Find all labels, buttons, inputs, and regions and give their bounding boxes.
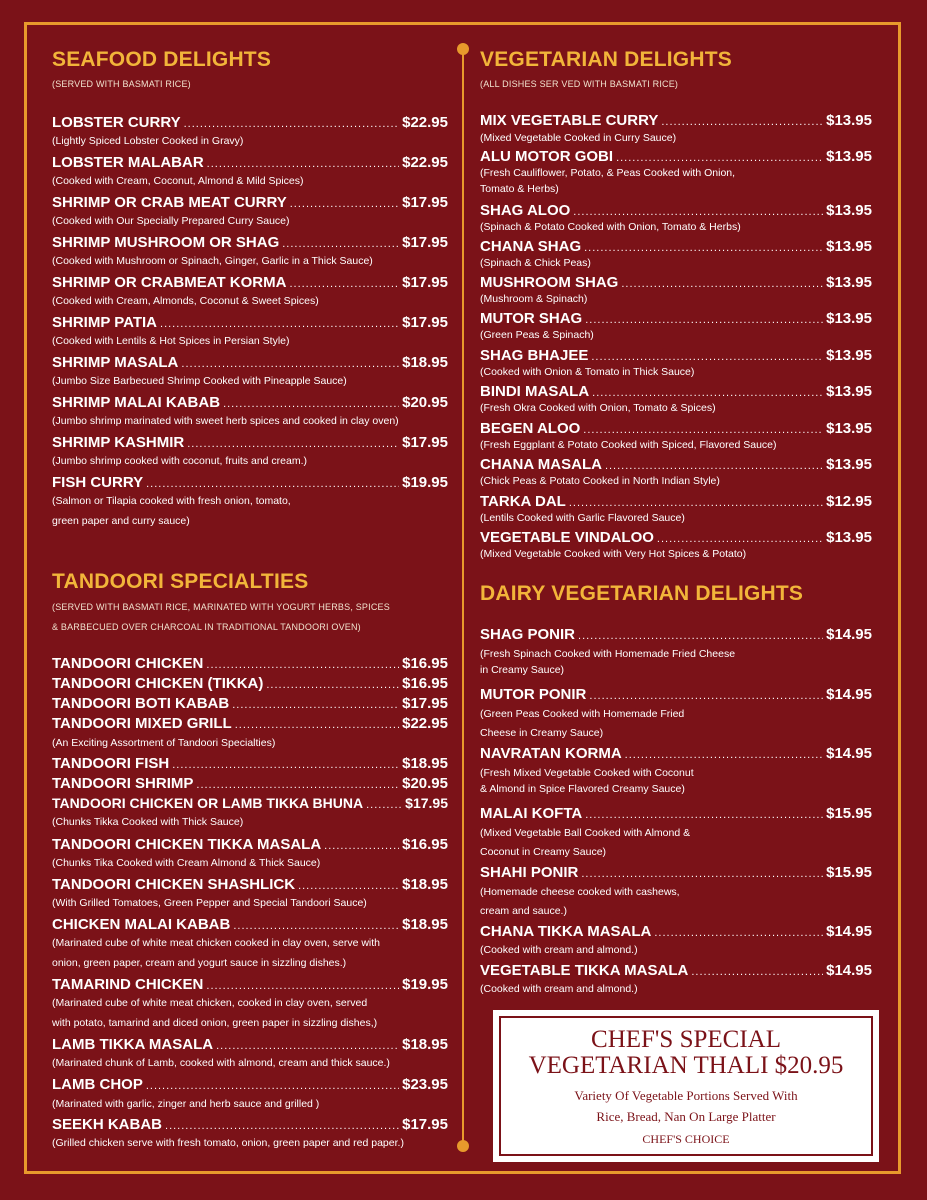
dot-leader [233,920,399,932]
dot-leader [621,278,823,290]
dot-leader [207,158,399,170]
item-name: BEGEN ALOO [480,420,581,437]
item-price: $14.95 [826,962,872,979]
item-price: $17.95 [402,194,448,211]
menu-item-line [52,314,448,331]
item-description: (Mixed Vegetable Cooked in Curry Sauce) [480,132,677,144]
item-description: (Fresh Spinach Cooked with Homemade Fried Cheese [480,648,736,660]
dot-leader [196,779,399,791]
item-name: TANDOORI CHICKEN (TIKKA) [52,675,264,692]
menu-item-line [52,154,448,171]
menu-item-line [52,755,448,772]
menu-item-line [480,456,872,473]
item-name: TANDOORI BOTI KABAB [52,695,230,712]
item-name: TARKA DAL [480,493,566,510]
item-price: $16.95 [402,836,448,853]
item-name: SHRIMP PATIA [52,314,158,331]
item-price: $17.95 [402,434,448,451]
dot-leader [146,1080,399,1092]
menu-item-line [52,354,448,371]
item-name: FISH CURRY [52,474,144,491]
item-name: SHRIMP OR CRAB MEAT CURRY [52,194,287,211]
dot-leader [585,314,823,326]
item-price: $22.95 [402,114,448,131]
item-name: CHANA MASALA [480,456,602,473]
item-price: $23.95 [402,1076,448,1093]
tandoori-title: TANDOORI SPECIALTIES [52,570,309,593]
menu-item-line [480,529,872,546]
item-name: SHAHI PONIR [480,864,579,881]
menu-item-line [480,148,872,165]
seafood-title: SEAFOOD DELIGHTS [52,48,272,71]
item-price: $17.95 [402,314,448,331]
dot-leader [187,438,399,450]
item-price: $17.95 [402,695,448,712]
dot-leader [206,659,399,671]
item-description: Tomato & Herbs) [480,183,559,195]
dot-leader [605,460,823,472]
item-name: MALAI KOFTA [480,805,583,822]
item-description: (Cooked with Lentils & Hot Spices in Persian Style) [52,335,290,347]
menu-item-line [480,238,872,255]
item-description: Coconut in Creamy Sauce) [480,846,607,858]
menu-item-line [480,310,872,327]
item-price: $13.95 [826,529,872,546]
chefs-special-box [493,1010,879,1162]
dot-leader [366,799,402,811]
item-price: $18.95 [402,916,448,933]
dot-leader [583,424,823,436]
divider-top-dot [457,43,469,55]
item-name: VEGETABLE TIKKA MASALA [480,962,689,979]
menu-item-line [52,675,448,692]
item-name: LOBSTER CURRY [52,114,181,131]
menu-item-line [52,976,448,993]
dot-leader [581,868,823,880]
dot-leader [160,318,399,330]
item-description: (Cooked with Onion & Tomato in Thick Sauce) [480,366,695,378]
menu-item-line [480,347,872,364]
item-description: (Grilled chicken serve with fresh tomato, onion, green paper and red paper.) [52,1137,404,1149]
dot-leader [206,980,399,992]
item-description: with potato, tamarind and diced onion, green paper in sizzling dishes,) [52,1017,378,1029]
item-price: $15.95 [826,864,872,881]
dot-leader [584,242,823,254]
item-description: (Fresh Mixed Vegetable Cooked with Coconut [480,767,694,779]
item-description: (Chick Peas & Potato Cooked in North Indian Style) [480,475,720,487]
item-name: TAMARIND CHICKEN [52,976,204,993]
item-price: $22.95 [402,154,448,171]
menu-item-line [52,1036,448,1053]
menu-item-line [52,434,448,451]
item-description: (Jumbo shrimp marinated with sweet herb spices and cooked in clay oven) [52,415,399,427]
dot-leader [578,630,823,642]
item-name: TANDOORI CHICKEN TIKKA MASALA [52,836,322,853]
item-price: $22.95 [402,715,448,732]
item-description: (Fresh Cauliflower, Potato, & Peas Cooked with Onion, [480,167,736,179]
item-price: $15.95 [826,805,872,822]
menu-item-line [52,274,448,291]
item-price: $13.95 [826,347,872,364]
menu-item-line [52,876,448,893]
dot-leader [573,206,823,218]
item-name: MUTOR PONIR [480,686,587,703]
dot-leader [223,398,399,410]
chefs-special-line2: VEGETARIAN THALI $20.95 [528,1052,844,1079]
item-name: SHAG PONIR [480,626,576,643]
item-name: SHRIMP MASALA [52,354,179,371]
tandoori-subtitle-line1: (SERVED WITH BASMATI RICE, MARINATED WITH YOGURT HERBS, SPICES [52,602,390,612]
menu-item-line [52,836,448,853]
item-description: (Chunks Tikka Cooked with Thick Sauce) [52,816,244,828]
item-price: $12.95 [826,493,872,510]
dot-leader [661,116,823,128]
item-description: Cheese in Creamy Sauce) [480,727,604,739]
item-name: SEEKH KABAB [52,1116,163,1133]
item-price: $13.95 [826,420,872,437]
item-name: LAMB TIKKA MASALA [52,1036,214,1053]
item-name: ALU MOTOR GOBI [480,148,614,165]
menu-item-line [52,695,448,712]
menu-item-line [480,202,872,219]
item-description: (Mushroom & Spinach) [480,293,588,305]
item-description: (Cooked with Mushroom or Spinach, Ginger, Garlic in a Thick Sauce) [52,255,373,267]
item-description: green paper and curry sauce) [52,515,190,527]
dot-leader [216,1040,399,1052]
dot-leader [657,533,823,545]
item-name: TANDOORI MIXED GRILL [52,715,232,732]
item-price: $17.95 [402,234,448,251]
item-description: (Spinach & Chick Peas) [480,257,591,269]
item-price: $13.95 [826,383,872,400]
menu-item-line [52,775,448,792]
item-name: CHANA TIKKA MASALA [480,923,652,940]
menu-item-line [480,805,872,822]
item-price: $17.95 [402,1116,448,1133]
item-name: MIX VEGETABLE CURRY [480,112,659,129]
dot-leader [172,759,399,771]
item-price: $19.95 [402,976,448,993]
item-name: SHRIMP MUSHROOM OR SHAG [52,234,280,251]
item-description: (Fresh Okra Cooked with Onion, Tomato & Spices) [480,402,716,414]
item-description: (Spinach & Potato Cooked with Onion, Tomato & Herbs) [480,221,741,233]
item-description: (Marinated with garlic, zinger and herb sauce and grilled ) [52,1098,320,1110]
chefs-special-desc1: Variety Of Vegetable Portions Served With [574,1088,798,1103]
item-description: (Jumbo Size Barbecued Shrimp Cooked with Pineapple Sauce) [52,375,347,387]
dot-leader [691,966,823,978]
item-name: TANDOORI CHICKEN OR LAMB TIKKA BHUNA [52,795,364,811]
menu-item-line [480,383,872,400]
item-price: $19.95 [402,474,448,491]
dairy-title: DAIRY VEGETARIAN DELIGHTS [480,582,804,605]
item-price: $14.95 [826,626,872,643]
item-name: LAMB CHOP [52,1076,143,1093]
item-name: MUTOR SHAG [480,310,583,327]
item-description: (An Exciting Assortment of Tandoori Specialties) [52,737,276,749]
column-divider [462,48,464,1144]
item-name: SHRIMP MALAI KABAB [52,394,221,411]
item-price: $14.95 [826,686,872,703]
item-price: $17.95 [405,795,448,811]
menu-item-line [480,864,872,881]
item-price: $13.95 [826,456,872,473]
vegetarian-subtitle: (ALL DISHES SER VED WITH BASMATI RICE) [480,79,679,89]
item-description: (Mixed Vegetable Cooked with Very Hot Spices & Potato) [480,548,747,560]
menu-item-line [52,916,448,933]
item-description: (Mixed Vegetable Ball Cooked with Almond & [480,827,691,839]
item-price: $13.95 [826,238,872,255]
item-description: in Creamy Sauce) [480,664,565,676]
item-name: MUSHROOM SHAG [480,274,619,291]
item-name: SHAG BHAJEE [480,347,589,364]
menu-item-line [480,686,872,703]
menu-item-line [52,795,448,811]
item-description: (Cooked with Cream, Coconut, Almond & Mild Spices) [52,175,304,187]
item-description: (Homemade cheese cooked with cashews, [480,886,680,898]
dot-leader [146,478,399,490]
item-name: SHAG ALOO [480,202,571,219]
dot-leader [232,699,399,711]
dot-leader [324,840,399,852]
menu-item-line [480,112,872,129]
dot-leader [184,118,399,130]
dot-leader [266,679,399,691]
item-price: $20.95 [402,394,448,411]
dot-leader [585,809,823,821]
dot-leader [282,238,399,250]
menu-item-line [52,655,448,672]
item-name: SHRIMP OR CRABMEAT KORMA [52,274,287,291]
item-price: $14.95 [826,745,872,762]
item-name: TANDOORI FISH [52,755,170,772]
dot-leader [616,152,823,164]
item-description: (Chunks Tika Cooked with Cream Almond & Thick Sauce) [52,857,321,869]
item-name: LOBSTER MALABAR [52,154,204,171]
item-name: TANDOORI CHICKEN [52,655,204,672]
item-price: $13.95 [826,310,872,327]
item-price: $13.95 [826,202,872,219]
item-name: CHANA SHAG [480,238,582,255]
item-name: SHRIMP KASHMIR [52,434,185,451]
dot-leader [181,358,399,370]
menu-item-line [480,745,872,762]
seafood-subtitle: (SERVED WITH BASMATI RICE) [52,79,191,89]
item-price: $16.95 [402,675,448,692]
item-description: (Cooked with Cream, Almonds, Coconut & Sweet Spices) [52,295,319,307]
menu-item-line [52,1116,448,1133]
item-description: (Marinated cube of white meat chicken, cooked in clay oven, served [52,997,368,1009]
item-price: $14.95 [826,923,872,940]
item-price: $13.95 [826,112,872,129]
menu-item-line [52,194,448,211]
item-price: $18.95 [402,1036,448,1053]
menu-item-line [480,923,872,940]
item-description: cream and sauce.) [480,905,567,917]
menu-item-line [480,493,872,510]
dot-leader [298,880,399,892]
chefs-special-border [499,1016,873,1156]
item-price: $18.95 [402,354,448,371]
chefs-special-desc2: Rice, Bread, Nan On Large Platter [596,1109,776,1124]
menu-item-line [480,626,872,643]
dot-leader [591,351,823,363]
divider-bottom-dot [457,1140,469,1152]
dot-leader [235,719,399,731]
menu-item-line [52,474,448,491]
item-description: (Cooked with cream and almond.) [480,983,638,995]
item-description: & Almond in Spice Flavored Creamy Sauce) [480,783,685,795]
item-description: (Fresh Eggplant & Potato Cooked with Spiced, Flavored Sauce) [480,439,777,451]
menu-item-line [52,114,448,131]
menu-item-line [480,274,872,291]
dot-leader [289,278,399,290]
menu-item-line [480,420,872,437]
item-price: $18.95 [402,876,448,893]
item-description: onion, green paper, cream and yogurt sauce in sizzling dishes.) [52,957,347,969]
tandoori-subtitle-line2: & BARBECUED OVER CHARCOAL IN TRADITIONAL TANDOORI OVEN) [52,622,361,632]
item-description: (Lightly Spiced Lobster Cooked in Gravy) [52,135,244,147]
chefs-special-line1: CHEF'S SPECIAL [591,1026,781,1053]
dot-leader [654,927,823,939]
dot-leader [569,497,823,509]
menu-item-line [52,394,448,411]
item-description: (Jumbo shrimp cooked with coconut, fruits and cream.) [52,455,308,467]
item-price: $20.95 [402,775,448,792]
item-name: NAVRATAN KORMA [480,745,622,762]
item-description: (Salmon or Tilapia cooked with fresh onion, tomato, [52,495,291,507]
chefs-special-footer: CHEF'S CHOICE [642,1132,730,1146]
menu-item-line [480,962,872,979]
vegetarian-title: VEGETARIAN DELIGHTS [480,48,732,71]
item-price: $17.95 [402,274,448,291]
item-description: (Marinated chunk of Lamb, cooked with almond, cream and thick sauce.) [52,1057,390,1069]
item-description: (Green Peas & Spinach) [480,329,594,341]
dot-leader [625,749,823,761]
item-name: TANDOORI CHICKEN SHASHLICK [52,876,296,893]
dot-leader [589,690,823,702]
item-description: (Lentils Cooked with Garlic Flavored Sauce) [480,512,685,524]
menu-item-line [52,234,448,251]
dot-leader [290,198,399,210]
item-description: (Marinated cube of white meat chicken cooked in clay oven, serve with [52,937,380,949]
dot-leader [165,1120,399,1132]
item-name: VEGETABLE VINDALOO [480,529,654,546]
item-price: $18.95 [402,755,448,772]
menu-item-line [52,715,448,732]
item-description: (With Grilled Tomatoes, Green Pepper and Special Tandoori Sauce) [52,897,367,909]
item-price: $13.95 [826,148,872,165]
item-name: BINDI MASALA [480,383,590,400]
dot-leader [592,387,823,399]
item-description: (Cooked with cream and almond.) [480,944,638,956]
item-price: $16.95 [402,655,448,672]
item-description: (Cooked with Our Specially Prepared Curry Sauce) [52,215,290,227]
item-name: CHICKEN MALAI KABAB [52,916,231,933]
item-name: TANDOORI SHRIMP [52,775,194,792]
menu-item-line [52,1076,448,1093]
item-description: (Green Peas Cooked with Homemade Fried [480,708,685,720]
item-price: $13.95 [826,274,872,291]
